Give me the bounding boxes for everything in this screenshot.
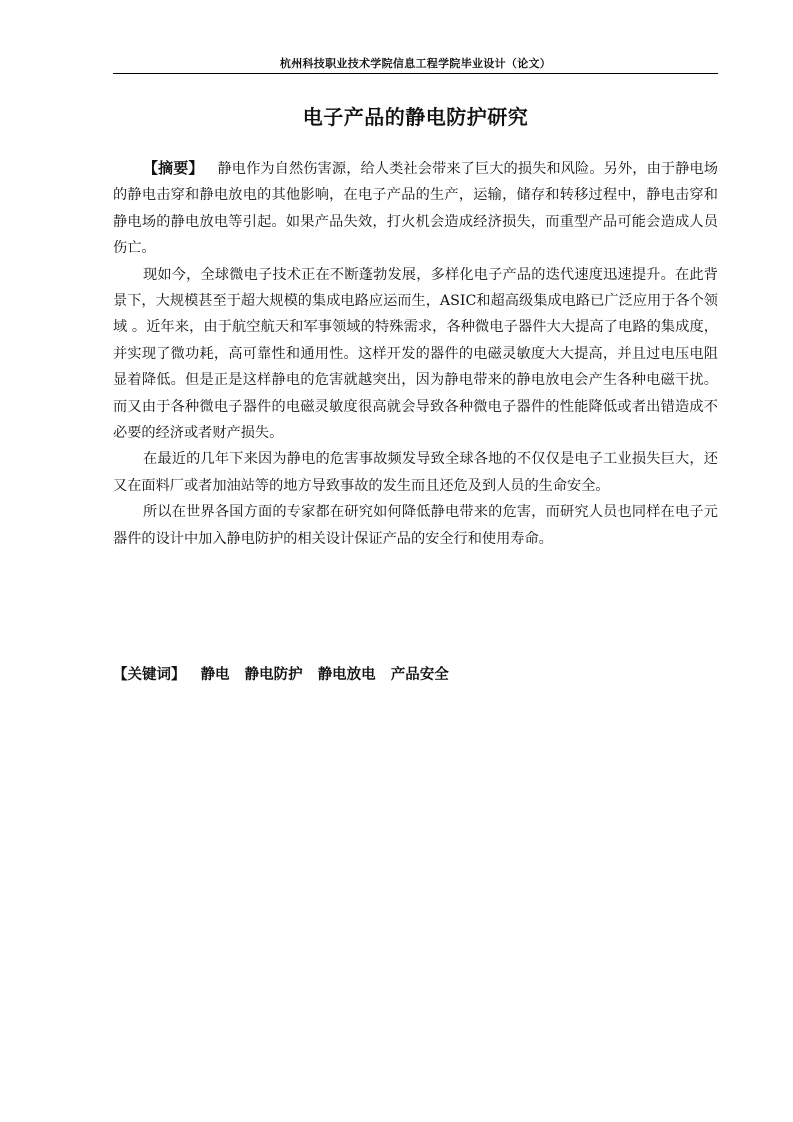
keywords-label: 【关键词】	[113, 667, 186, 683]
document-title: 电子产品的静电防护研究	[302, 105, 529, 129]
running-header: 杭州科技职业技术学院信息工程学院毕业设计（论文）	[279, 57, 552, 70]
keywords-line	[113, 663, 718, 684]
paragraph-text: 静电作为自然伤害源，给人类社会带来了巨大的损失和风险。另外，由于静电场的静电击穿和静电放电的其他影响，在电子产品的生产，运输，储存和转移过程中，静电击穿和静电场的静电放电等引起。如果产品失效，打火机会造成经济损失，而重型产品可能会造成人员伤亡。	[113, 161, 718, 257]
abstract-paragraph-3: 在最近的几年下来因为静电的危害事故频发导致全球各地的不仅仅是电子工业损失巨大，还又在面料厂或者加油站等的地方导致事故的发生而且还危及到人员的生命安全。	[113, 451, 718, 494]
abstract-label: 【摘要】	[143, 159, 204, 177]
abstract-paragraph-2: 现如今，全球微电子技术正在不断蓬勃发展，多样化电子产品的迭代速度迅速提升。在此背景下，大规模甚至于超大规模的集成电路应运而生，ASIC和超高级集成电路已广泛应用于各个领域 。近年来，由于航空航天和军事领域的特殊需求，各种微电子器件大大提高了电路的集成度，并实现了微功耗，高可靠性和通用性。这样开发的器件的电磁灵敏度大大提高，并且过电压电阻显着降低。但是正是这样静电的危害就越突出，因为静电带来的静电放电会产生各种电磁干扰。而又由于各种微电子器件的电磁灵敏度很高就会导致各种微电子器件的性能降低或者出错造成不必要的经济或者财产损失。	[113, 266, 718, 442]
keyword: 静电	[200, 667, 230, 683]
abstract-body	[113, 155, 718, 552]
abstract-paragraph-4: 所以在世界各国方面的专家都在研究如何降低静电带来的危害，而研究人员也同样在电子元器件的设计中加入静电防护的相关设计保证产品的安全行和使用寿命。	[113, 504, 718, 547]
header-rule	[113, 73, 718, 74]
keyword: 静电放电	[317, 667, 376, 683]
keyword: 产品安全	[390, 667, 449, 683]
keyword: 静电防护	[244, 667, 303, 683]
abstract-paragraph-1	[113, 155, 718, 262]
